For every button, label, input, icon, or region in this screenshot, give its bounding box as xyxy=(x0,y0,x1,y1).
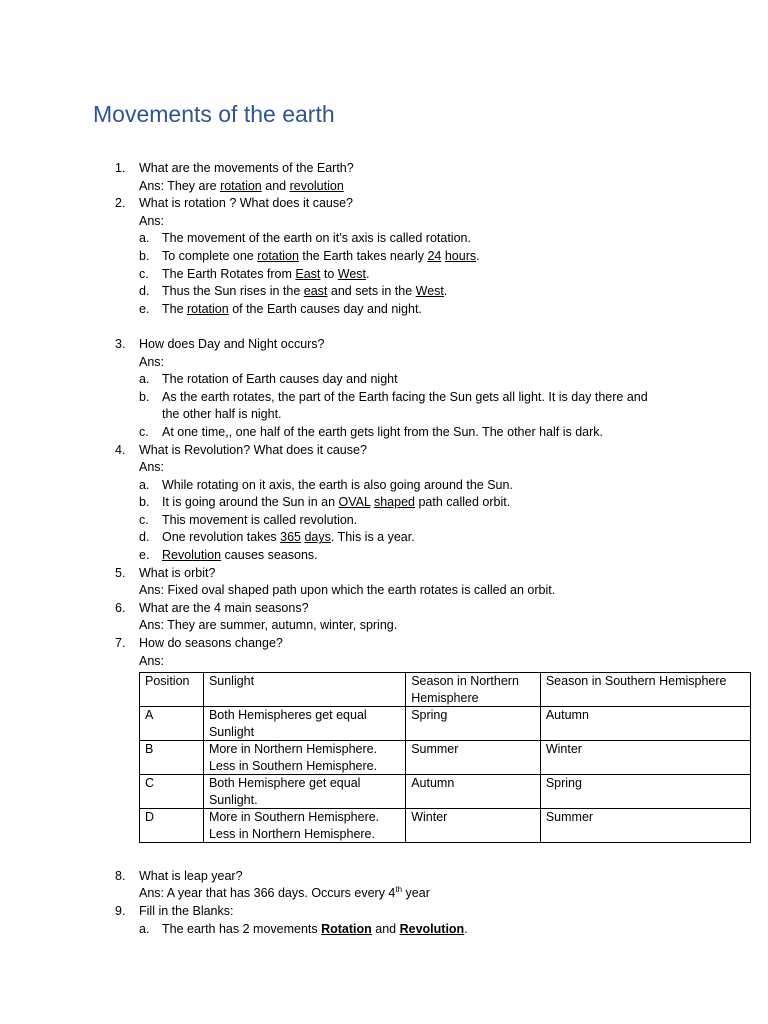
item-text: At one time,, one half of the earth gets light from the Sun. The other half is dark. xyxy=(162,424,603,439)
bold-underlined-term: Revolution xyxy=(399,921,465,936)
table-cell: Summer xyxy=(540,809,750,843)
item-letter: c. xyxy=(139,266,149,281)
question-7 xyxy=(0,635,768,653)
answer-8 xyxy=(0,885,768,903)
item-letter: b. xyxy=(139,248,150,263)
item-text: . xyxy=(464,921,468,936)
table-cell: Spring xyxy=(406,707,541,741)
answer-label xyxy=(0,354,768,372)
answer-text: year xyxy=(402,886,430,901)
list-item xyxy=(0,266,768,284)
item-text: The Earth Rotates from xyxy=(162,266,296,281)
table-cell: Winter xyxy=(406,809,541,843)
question-number: 2. xyxy=(115,196,126,211)
question-text: What is Revolution? What does it cause? xyxy=(139,442,367,457)
question-list xyxy=(0,160,768,938)
answer-text: and xyxy=(261,178,290,193)
list-item xyxy=(0,424,768,442)
question-6 xyxy=(0,600,768,618)
question-4 xyxy=(0,442,768,460)
item-text: . This is a year. xyxy=(330,530,415,545)
spacer xyxy=(0,843,768,861)
underlined-term: rotation xyxy=(187,301,229,316)
item-text: and sets in the xyxy=(327,284,416,299)
question-9 xyxy=(0,903,768,921)
table-header-cell: Sunlight xyxy=(203,673,405,707)
answer-label-text: Ans: xyxy=(139,653,165,668)
question-text: What is rotation ? What does it cause? xyxy=(139,196,353,211)
question-2 xyxy=(0,195,768,213)
table-cell: Summer xyxy=(406,741,541,775)
question-5 xyxy=(0,565,768,583)
underlined-term: OVAL xyxy=(338,495,371,510)
answer-text: Ans: Fixed oval shaped path upon which the earth rotates is called an orbit. xyxy=(139,583,556,598)
table-cell: Both Hemisphere get equal Sunlight. xyxy=(203,775,405,809)
question-3 xyxy=(0,336,768,354)
list-item-continuation xyxy=(0,406,768,424)
question-8 xyxy=(0,868,768,886)
underlined-term: West xyxy=(337,266,367,281)
item-text: the other half is night. xyxy=(162,407,282,422)
spacer xyxy=(0,861,768,868)
spacer xyxy=(0,318,768,336)
table-cell: D xyxy=(140,809,204,843)
item-text: Thus the Sun rises in the xyxy=(162,284,304,299)
table-row xyxy=(140,775,751,809)
item-text: causes seasons. xyxy=(221,548,318,563)
table-cell: Autumn xyxy=(540,707,750,741)
answer-label xyxy=(0,213,768,231)
list-item xyxy=(0,921,768,939)
answer-label-text: Ans: xyxy=(139,460,165,475)
table-header-cell: Season in Northern Hemisphere xyxy=(406,673,541,707)
underlined-term: Revolution xyxy=(162,548,222,563)
item-text: . xyxy=(366,266,370,281)
question-text: What are the 4 main seasons? xyxy=(139,600,309,615)
underlined-term: hours xyxy=(444,248,477,263)
table-cell: More in Southern Hemisphere. Less in Northern Hemisphere. xyxy=(203,809,405,843)
question-text: How do seasons change? xyxy=(139,636,283,651)
underlined-term: days xyxy=(304,530,331,545)
page-title: Movements of the earth xyxy=(93,101,335,127)
item-letter: a. xyxy=(139,372,150,387)
item-letter: d. xyxy=(139,530,150,545)
item-text: to xyxy=(320,266,338,281)
underlined-term: revolution xyxy=(289,178,344,193)
item-text: One revolution takes xyxy=(162,530,281,545)
table-row xyxy=(140,707,751,741)
item-letter: a. xyxy=(139,477,150,492)
answer-label xyxy=(0,653,768,671)
item-letter: b. xyxy=(139,495,150,510)
item-text: It is going around the Sun in an xyxy=(162,495,339,510)
item-letter: a. xyxy=(139,921,150,936)
answer-text: Ans: They are xyxy=(139,178,221,193)
item-text: . xyxy=(443,284,448,299)
item-letter: d. xyxy=(139,284,150,299)
question-text: What is leap year? xyxy=(139,868,243,883)
item-text: of the Earth causes day and night. xyxy=(228,301,422,316)
table-cell: Both Hemispheres get equal Sunlight xyxy=(203,707,405,741)
list-item xyxy=(0,389,768,407)
table-cell: B xyxy=(140,741,204,775)
item-text: . xyxy=(476,248,480,263)
table-cell: A xyxy=(140,707,204,741)
table-header-row xyxy=(140,673,751,707)
question-number: 1. xyxy=(115,161,126,175)
answer-text: Ans: They are summer, autumn, winter, spring. xyxy=(139,618,398,633)
table-cell: Autumn xyxy=(406,775,541,809)
item-letter: b. xyxy=(139,389,150,404)
list-item xyxy=(0,283,768,301)
table-row xyxy=(140,809,751,843)
underlined-term: rotation xyxy=(220,178,262,193)
underlined-term: West xyxy=(415,284,444,299)
question-1 xyxy=(0,160,768,178)
table-header-cell: Season in Southern Hemisphere xyxy=(540,673,750,707)
item-text: While rotating on it axis, the earth is also going around the Sun. xyxy=(162,477,513,492)
list-item xyxy=(0,547,768,565)
list-item xyxy=(0,248,768,266)
item-text: The movement of the earth on it’s axis is called rotation. xyxy=(162,231,471,246)
answer-6 xyxy=(0,617,768,635)
question-number: 7. xyxy=(115,636,126,651)
item-text: To complete one xyxy=(162,248,258,263)
question-number: 4. xyxy=(115,442,126,457)
item-letter: c. xyxy=(139,512,149,527)
item-text: and xyxy=(371,921,400,936)
list-item xyxy=(0,529,768,547)
list-item xyxy=(0,371,768,389)
item-letter: e. xyxy=(139,548,150,563)
list-item xyxy=(0,301,768,319)
item-text: This movement is called revolution. xyxy=(162,512,358,527)
underlined-term: East xyxy=(295,266,321,281)
seasons-table xyxy=(139,672,751,843)
item-text: The earth has 2 movements xyxy=(162,921,322,936)
underlined-term: 24 xyxy=(427,248,442,263)
list-item xyxy=(0,512,768,530)
item-letter: e. xyxy=(139,301,150,316)
question-number: 5. xyxy=(115,565,126,580)
answer-label-text: Ans: xyxy=(139,354,165,369)
question-number: 6. xyxy=(115,600,126,615)
table-cell: C xyxy=(140,775,204,809)
underlined-term: shaped xyxy=(373,495,415,510)
item-text: The rotation of Earth causes day and night xyxy=(162,372,398,387)
question-text: What is orbit? xyxy=(139,565,216,580)
answer-label-text: Ans: xyxy=(139,213,165,228)
question-text: Fill in the Blanks: xyxy=(139,904,234,918)
underlined-term: rotation xyxy=(257,248,299,263)
list-item xyxy=(0,494,768,512)
item-letter: c. xyxy=(139,424,149,439)
table-cell: Spring xyxy=(540,775,750,809)
list-item xyxy=(0,230,768,248)
answer-label xyxy=(0,459,768,477)
underlined-term: east xyxy=(303,284,328,299)
question-number: 3. xyxy=(115,336,126,351)
answer-1 xyxy=(0,178,768,196)
question-number: 8. xyxy=(115,868,126,883)
item-text: the Earth takes nearly xyxy=(298,248,428,263)
item-letter: a. xyxy=(139,231,150,246)
answer-text: Ans: A year that has 366 days. Occurs every 4 xyxy=(139,886,396,901)
item-text: As the earth rotates, the part of the Earth facing the Sun gets all light. It is day there and xyxy=(162,389,648,404)
list-item xyxy=(0,477,768,495)
underlined-term: 365 xyxy=(280,530,301,545)
question-number: 9. xyxy=(115,904,126,918)
question-text: How does Day and Night occurs? xyxy=(139,336,325,351)
item-text: path called orbit. xyxy=(414,495,511,510)
ordinal-suffix: th xyxy=(395,885,403,895)
item-text: The xyxy=(162,301,188,316)
table-cell: More in Northern Hemisphere. Less in Southern Hemisphere. xyxy=(203,741,405,775)
bold-underlined-term: Rotation xyxy=(321,921,372,936)
table-cell: Winter xyxy=(540,741,750,775)
answer-5 xyxy=(0,582,768,600)
table-header-cell: Position xyxy=(140,673,204,707)
table-row xyxy=(140,741,751,775)
question-text: What are the movements of the Earth? xyxy=(139,161,354,175)
